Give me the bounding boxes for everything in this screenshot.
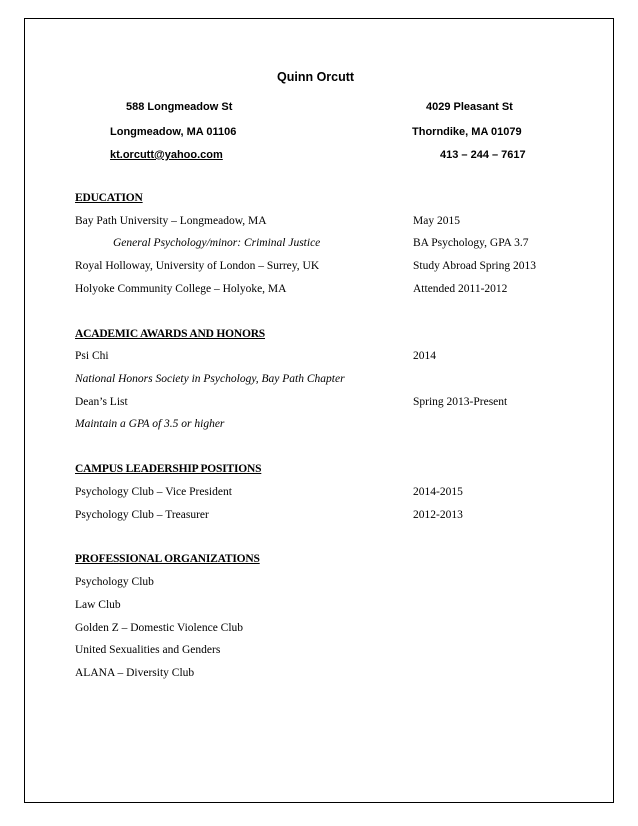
left-city: Longmeadow, MA 01106	[110, 126, 237, 138]
education-date: Study Abroad Spring 2013	[413, 260, 536, 272]
leadership-heading: CAMPUS LEADERSHIP POSITIONS	[75, 463, 262, 475]
organization-item: Law Club	[75, 599, 121, 611]
email-link[interactable]: kt.orcutt@yahoo.com	[110, 149, 223, 161]
award-name: Dean’s List	[75, 396, 128, 408]
leadership-date: 2012-2013	[413, 509, 463, 521]
education-school: Holyoke Community College – Holyoke, MA	[75, 283, 287, 295]
left-street: 588 Longmeadow St	[126, 101, 233, 113]
right-city: Thorndike, MA 01079	[412, 126, 522, 138]
leadership-role: Psychology Club – Vice President	[75, 486, 232, 498]
education-date: Attended 2011-2012	[413, 283, 508, 295]
education-school: Bay Path University – Longmeadow, MA	[75, 215, 267, 227]
organization-item: United Sexualities and Genders	[75, 644, 221, 656]
education-major: General Psychology/minor: Criminal Justice	[113, 237, 321, 249]
right-street: 4029 Pleasant St	[426, 101, 513, 113]
awards-heading: ACADEMIC AWARDS AND HONORS	[75, 328, 266, 340]
leadership-role: Psychology Club – Treasurer	[75, 509, 209, 521]
award-description: Maintain a GPA of 3.5 or higher	[75, 418, 225, 430]
education-degree: BA Psychology, GPA 3.7	[413, 237, 529, 249]
leadership-date: 2014-2015	[413, 486, 463, 498]
award-date: 2014	[413, 350, 436, 362]
education-school: Royal Holloway, University of London – Surrey, UK	[75, 260, 320, 272]
organization-item: Golden Z – Domestic Violence Club	[75, 622, 244, 634]
award-description: National Honors Society in Psychology, Bay Path Chapter	[75, 373, 345, 385]
organizations-heading: PROFESSIONAL ORGANIZATIONS	[75, 553, 260, 565]
award-name: Psi Chi	[75, 350, 109, 362]
candidate-name: Quinn Orcutt	[277, 70, 355, 84]
organization-item: Psychology Club	[75, 576, 154, 588]
organization-item: ALANA – Diversity Club	[75, 667, 195, 679]
award-date: Spring 2013-Present	[413, 396, 508, 408]
phone-number: 413 – 244 – 7617	[440, 149, 526, 161]
education-date: May 2015	[413, 215, 460, 227]
education-heading: EDUCATION	[75, 192, 143, 204]
